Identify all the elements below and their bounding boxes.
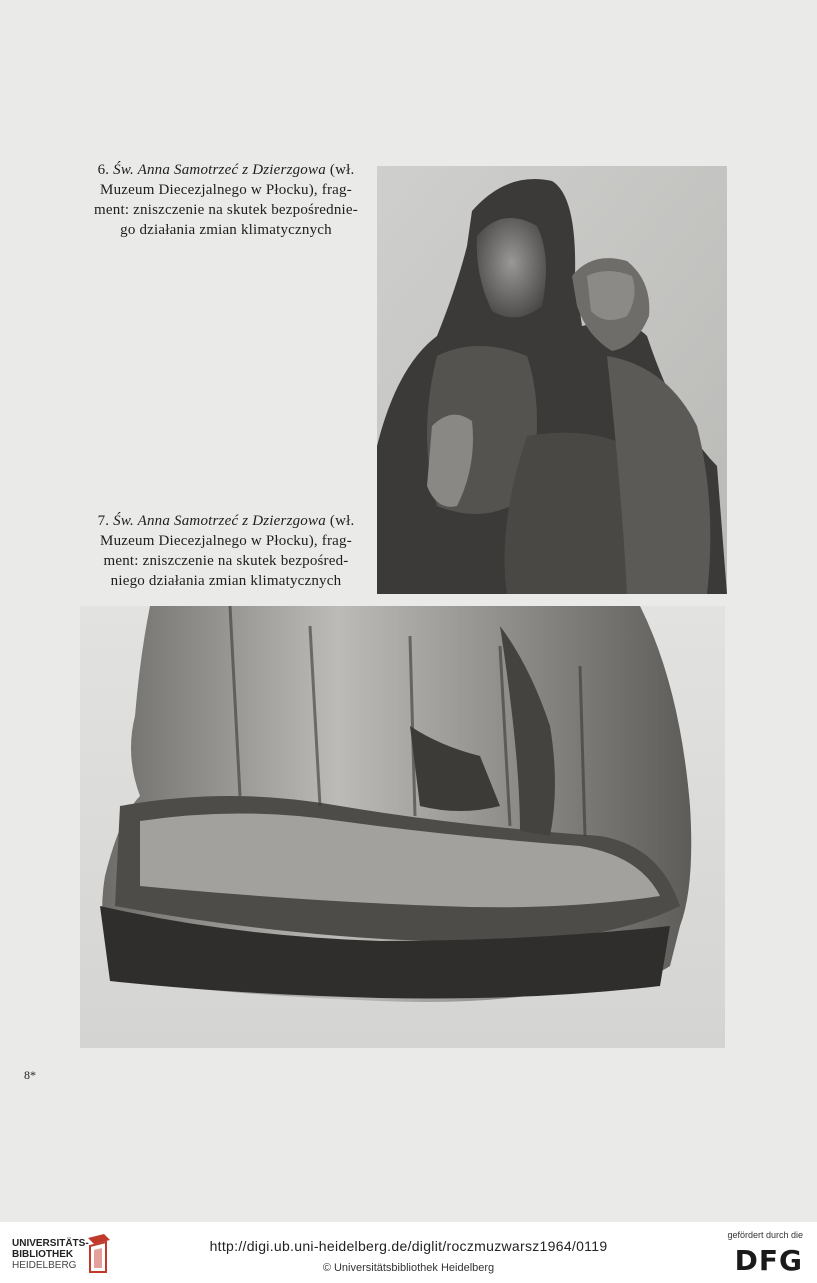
footer-bar xyxy=(0,1222,817,1283)
figure-7-caption: 7. Św. Anna Samotrzeć z Dzierzgowa (wł. Muzeum Diecezjalnego w Płocku), frag- ment: zniszczenie na skutek bezpośred- niego działania zmian klimatycznych xyxy=(97,513,355,589)
figure-6-title: Św. Anna Samotrzeć z Dzierzgowa xyxy=(113,162,326,178)
copyright-notice: © Universitätsbibliothek Heidelberg xyxy=(322,1262,495,1274)
figure-6-caption: 6. Św. Anna Samotrzeć z Dzierzgowa (wł. Muzeum Diecezjalnego w Płocku), frag- ment: zniszczenie na skutek bezpośrednie- go działania zmian klimatycznych xyxy=(94,162,358,238)
university-library-logo[interactable]: UNIVERSITÄTS- BIBLIOTHEK HEIDELBERG xyxy=(12,1238,89,1271)
dfg-logo[interactable]: DFG xyxy=(734,1244,803,1277)
funding-note: gefördert durch die xyxy=(727,1230,803,1240)
figure-6-photo xyxy=(377,166,727,594)
page-permalink[interactable]: http://digi.ub.uni-heidelberg.de/diglit/roczmuzwarsz1964/0119 xyxy=(209,1238,608,1254)
sculpture-photo-7 xyxy=(80,606,725,1048)
figure-7-photo xyxy=(80,606,725,1048)
sculpture-photo-6 xyxy=(377,166,727,594)
figure-7-title: Św. Anna Samotrzeć z Dzierzgowa xyxy=(113,513,326,529)
page-marker: 8* xyxy=(24,1068,36,1082)
